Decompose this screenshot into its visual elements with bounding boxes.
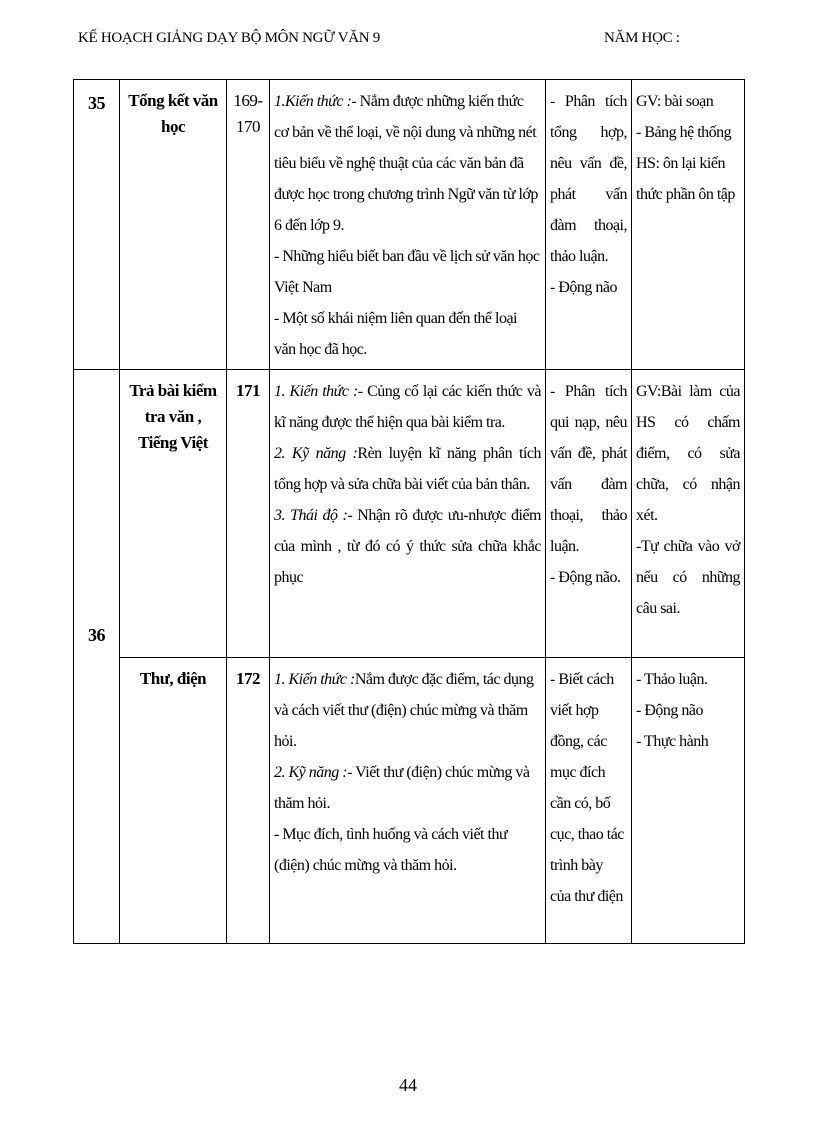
week-number: 35	[74, 80, 120, 370]
objective-heading: 2. Kỹ năng :	[274, 445, 358, 462]
page-header	[78, 30, 738, 54]
page-number: 44	[399, 1075, 417, 1095]
objective-text: - Một số khái niệm liên quan đến thể loại văn học đã học.	[274, 310, 517, 358]
lesson-periods: 169-170	[227, 80, 270, 370]
prep-item: - Động não	[636, 702, 703, 719]
table-row	[74, 370, 745, 658]
objective-heading: 2. Kỹ năng :	[274, 764, 348, 781]
preparation	[632, 658, 745, 944]
lesson-periods: 171	[227, 370, 270, 658]
prep-item: - Bảng hệ thống	[636, 124, 732, 141]
method-item: - Biết cách viết hợp đồng, các mục đích cần có, bố cục, thao tác trình bày của thư điện	[550, 671, 624, 905]
preparation	[632, 370, 745, 658]
table-row	[74, 658, 745, 944]
objective-heading: 1. Kiến thức :	[274, 671, 355, 688]
objective-heading: 1.Kiến thức :	[274, 93, 352, 110]
lesson-plan-table	[73, 79, 745, 944]
prep-item: -Tự chữa vào vở nếu có những câu sai.	[636, 538, 740, 617]
teaching-methods	[546, 658, 632, 944]
prep-item: HS: ôn lại kiến thức phần ôn tập	[636, 155, 735, 203]
teaching-methods	[546, 80, 632, 370]
prep-item: GV:Bài làm của HS có chấm điểm, có sửa chữa, có nhận xét.	[636, 383, 740, 524]
objective-text: - Nhận rõ được ưu-nhược điểm của mình , từ đó có ý thức sửa chữa khắc phục	[274, 507, 542, 586]
lesson-title: Thư, điện	[120, 658, 227, 944]
method-item: - Phân tích qui nạp, nêu vấn đề, phát vấn đàm thoại, thảo luận.	[550, 383, 627, 555]
lesson-objectives	[270, 80, 546, 370]
lesson-periods: 172	[227, 658, 270, 944]
prep-item: GV: bài soạn	[636, 93, 714, 110]
objective-heading: 1. Kiến thức :	[274, 383, 358, 400]
table-row	[74, 80, 745, 370]
teaching-methods	[546, 370, 632, 658]
method-item: - Phân tích tổng hợp, nêu vấn đề, phát vấn đàm thoại, thảo luận.	[550, 93, 627, 265]
week-number: 36	[74, 370, 120, 944]
method-item: - Động não.	[550, 569, 621, 586]
lesson-objectives	[270, 658, 546, 944]
objective-text: - Viết thư (điện) chúc mừng và thăm hỏi.	[274, 764, 530, 812]
prep-item: - Thảo luận.	[636, 671, 708, 688]
objective-heading: 3. Thái độ :	[274, 507, 348, 524]
objective-text: - Những hiểu biết ban đầu về lịch sử văn học Việt Nam	[274, 248, 540, 296]
preparation	[632, 80, 745, 370]
document-title: KẾ HOẠCH GIẢNG DẠY BỘ MÔN NGỮ VĂN 9	[78, 30, 380, 46]
objective-text: - Nắm được những kiến thức cơ bản về thể loại, về nội dung và những nét tiêu biểu về nghệ thuật của các văn bản đã được học trong chương trình Ngữ văn từ lớp 6 đến lớp 9.	[274, 93, 538, 234]
objective-text: Rèn luyện kĩ năng phân tích tổng hợp và sửa chữa bài viết của bản thân.	[274, 445, 541, 493]
prep-item: - Thực hành	[636, 733, 709, 750]
lesson-objectives	[270, 370, 546, 658]
school-year-label: NĂM HỌC :	[604, 30, 680, 46]
objective-text: - Củng cố lại các kiến thức và kĩ năng được thể hiện qua bài kiểm tra.	[274, 383, 541, 431]
objective-text: Nắm được đặc điểm, tác dụng và cách viết thư (điện) chúc mừng và thăm hỏi.	[274, 671, 534, 750]
method-item: - Động não	[550, 279, 617, 296]
lesson-title: Tổng kết văn học	[120, 80, 227, 370]
objective-text: - Mục đích, tình huống và cách viết thư (điện) chúc mừng và thăm hỏi.	[274, 826, 508, 874]
lesson-title: Trả bài kiểm tra văn , Tiếng Việt	[120, 370, 227, 658]
